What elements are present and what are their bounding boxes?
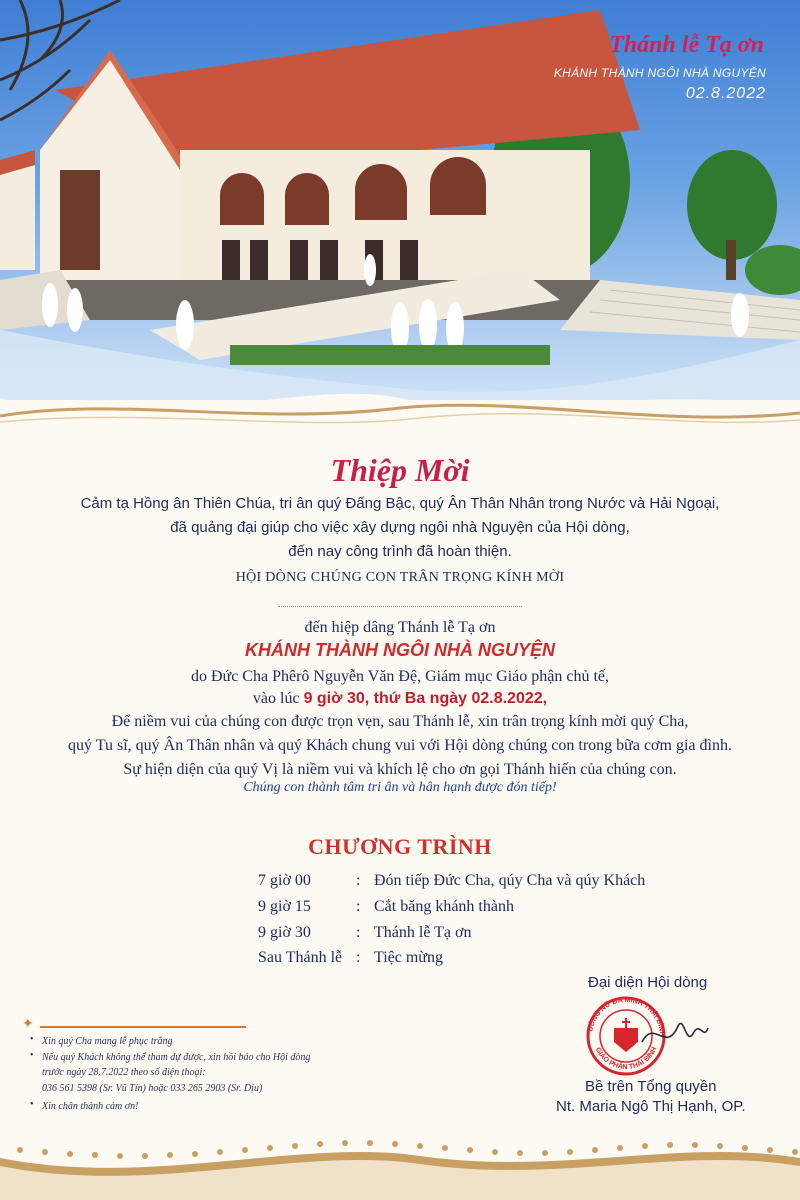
program-description: Tiệc mừng: [374, 949, 443, 966]
thanks-line: Chúng con thành tâm tri ân và hân hạnh được đón tiếp!: [243, 780, 557, 795]
signature-role: Bề trên Tổng quyền: [585, 1078, 717, 1095]
program-row: [258, 949, 718, 973]
program-separator: :: [356, 924, 361, 941]
celebrant-block: [20, 666, 780, 710]
program-row: [258, 924, 718, 948]
seal-stamp-icon: [582, 992, 712, 1078]
footnote: Xin chân thành cảm ơn!: [42, 1101, 139, 1112]
intro-line: đến nay công trình đã hoàn thiện.: [288, 543, 512, 560]
footnote: Xin quý Cha mang lễ phục trắng: [42, 1036, 173, 1047]
svg-text:DÒNG NỮ ĐA MINH THÁI BÌNH: DÒNG NỮ ĐA MINH THÁI BÌNH: [587, 996, 666, 1037]
bullet-icon: •: [30, 1099, 34, 1110]
signature-label: Đại diện Hội dòng: [588, 974, 708, 991]
program-description: Đón tiếp Đức Cha, qúy Cha và qúy Khách: [374, 872, 646, 889]
dotted-divider: [278, 606, 522, 607]
footnote: Nếu quý Khách không thể tham dự được, xin hồi báo cho Hội dòng: [42, 1052, 311, 1063]
program-description: Cắt băng khánh thành: [374, 898, 514, 915]
signature-name: Nt. Maria Ngô Thị Hạnh, OP.: [556, 1098, 746, 1115]
decorative-wave-bottom: [0, 1118, 800, 1200]
invite-line: HỘI DÒNG CHÚNG CON TRÂN TRỌNG KÍNH MỜI: [235, 570, 565, 585]
decorative-wave-top: [0, 378, 800, 438]
body-line: Sự hiện diện của quý Vị là niềm vui và khích lệ cho ơn gọi Thánh hiến của chúng con.: [123, 761, 677, 778]
intro-line: Cảm tạ Hồng ân Thiên Chúa, tri ân quý Đấng Bậc, quý Ân Thân Nhân trong Nước và Hải Ngoại,: [80, 495, 720, 512]
footnote: trước ngày 28.7.2022 theo số điện thoại:: [42, 1067, 206, 1078]
program-row: [258, 898, 718, 922]
program-description: Thánh lễ Tạ ơn: [374, 924, 472, 941]
hero-date: 02.8.2022: [685, 85, 766, 102]
svg-text:GIÁO PHẬN THÁI BÌNH: GIÁO PHẬN THÁI BÌNH: [593, 1046, 659, 1071]
hero-subtitle: KHÁNH THÀNH NGÔI NHÀ NGUYỆN: [553, 66, 766, 80]
invitation-heading: Thiệp Mời: [330, 452, 470, 488]
bullet-icon: •: [30, 1034, 34, 1045]
sparkle-icon: ✦: [22, 1017, 34, 1032]
time-line: [20, 688, 780, 710]
program-time: 9 giờ 15: [258, 898, 311, 915]
body-line: quý Tu sĩ, quý Ân Thân nhân và quý Khách chung vui với Hội dòng chúng con trong bữa cơm gia đình.: [68, 737, 732, 754]
program-separator: :: [356, 872, 361, 889]
program-time: 7 giờ 00: [258, 872, 311, 889]
bullet-icon: •: [30, 1050, 34, 1061]
event-title: KHÁNH THÀNH NGÔI NHÀ NGUYỆN: [245, 640, 555, 660]
footnote: 036 561 5398 (Sr. Vũ Tín) hoặc 033 265 2903 (Sr. Dịu): [42, 1083, 263, 1094]
intro-paragraph: [20, 492, 780, 564]
program-time: Sau Thánh lễ: [258, 949, 343, 966]
body-paragraph: [20, 710, 780, 782]
chapel-illustration: [0, 0, 800, 400]
time-prefix: vào lúc: [252, 690, 304, 707]
time-value: 9 giờ 30, thứ Ba ngày 02.8.2022,: [303, 690, 548, 707]
hero-title: Thánh lễ Tạ ơn: [609, 32, 764, 58]
body-line: Để niềm vui của chúng con được trọn vẹn, sau Thánh lễ, xin trân trọng kính mời quý Cha,: [111, 713, 689, 730]
attend-line: đến hiệp dâng Thánh lễ Tạ ơn: [304, 619, 496, 636]
program-title: CHƯƠNG TRÌNH: [308, 834, 492, 859]
program-separator: :: [356, 949, 361, 966]
celebrant-line: do Đức Cha Phêrô Nguyễn Văn Đệ, Giám mục Giáo phận chủ tế,: [190, 668, 610, 685]
footnote-divider: [40, 1026, 246, 1028]
intro-line: đã quảng đại giúp cho việc xây dựng ngôi nhà Nguyện của Hội dòng,: [170, 519, 630, 536]
program-separator: :: [356, 898, 361, 915]
program-time: 9 giờ 30: [258, 924, 311, 941]
hero-photo: [0, 0, 800, 400]
program-row: [258, 872, 718, 896]
